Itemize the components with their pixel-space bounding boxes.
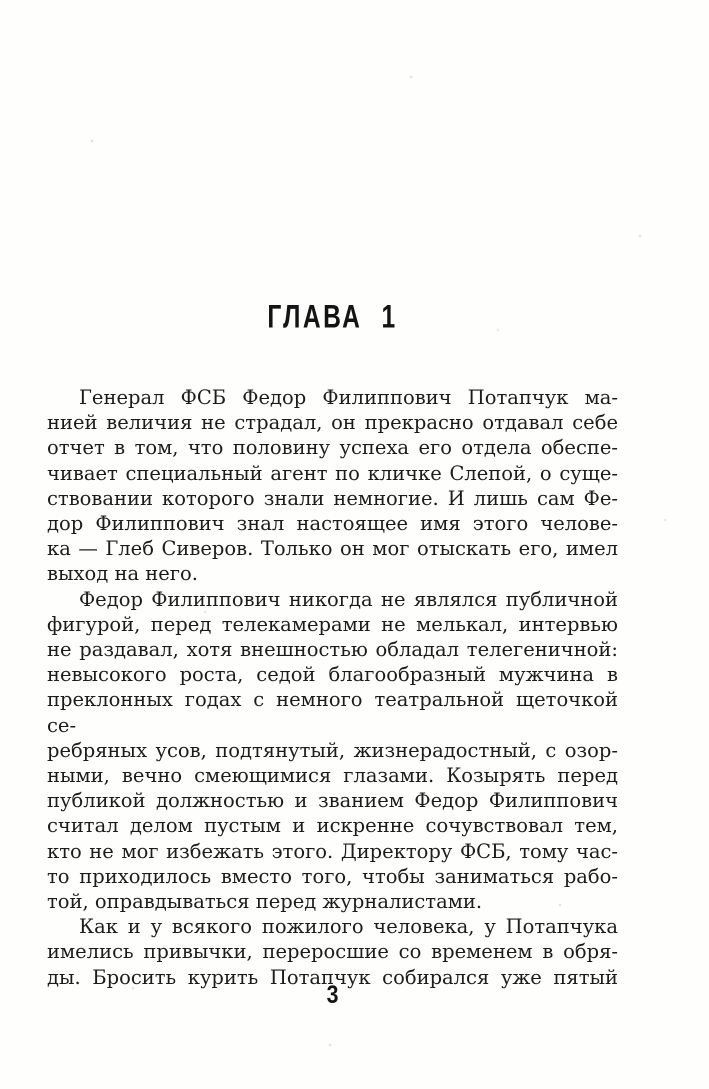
text-line: Федор Филиппович никогда не являлся публичной	[79, 587, 618, 611]
text-line: чивает специальный агент по кличке Слепой, о суще-	[47, 461, 618, 485]
text-line: считал делом пустым и искренне сочувствовал тем,	[47, 814, 618, 838]
paragraph	[47, 587, 618, 915]
text-line: ствовании которого знали немногие. И лишь сам Фе-	[47, 486, 618, 510]
text-line: кто не мог избежать этого. Директору ФСБ, тому час-	[47, 839, 618, 863]
text-line: ными, вечно смеющимися глазами. Козырять перед	[47, 764, 618, 788]
paragraph	[47, 385, 618, 587]
text-line: выход на него.	[47, 562, 198, 586]
paragraph	[47, 914, 618, 990]
text-line: Генерал ФСБ Федор Филиппович Потапчук ма-	[79, 386, 618, 409]
chapter-heading: ГЛАВА 1	[267, 299, 398, 336]
text-line: ды. Бросить курить Потапчук собирался уже пятый	[47, 965, 618, 989]
text-line: ребряных усов, подтянутый, жизнерадостный, с озор-	[47, 738, 618, 762]
text-line: то приходилось вместо того, чтобы заниматься рабо-	[47, 864, 618, 888]
page-number: 3	[326, 981, 339, 1009]
text-line: публикой должностью и званием Федор Филиппович	[47, 789, 618, 813]
text-line: преклонных годах с немного театральной щеточкой се-	[47, 688, 618, 737]
text-line: фигурой, перед телекамерами не мелькал, интервью	[47, 612, 618, 636]
text-line: отчет в том, что половину успеха его отдела обеспе-	[47, 436, 618, 460]
text-line: не раздавал, хотя внешностью обладал телегеничной:	[47, 638, 618, 662]
text-line: той, оправдываться перед журналистами.	[47, 890, 483, 914]
text-line: нией величия не страдал, он прекрасно отдавал себе	[47, 411, 618, 435]
body-text	[47, 385, 618, 990]
text-line: ка — Глеб Сиверов. Только он мог отыскать его, имел	[47, 537, 618, 561]
text-line: дор Филиппович знал настоящее имя этого челове-	[47, 512, 618, 536]
text-line: Как и у всякого пожилого человека, у Потапчука	[79, 915, 618, 939]
text-line: невысокого роста, седой благообразный мужчина в	[47, 663, 618, 687]
text-line: имелись привычки, переросшие со временем в обря-	[47, 940, 618, 964]
